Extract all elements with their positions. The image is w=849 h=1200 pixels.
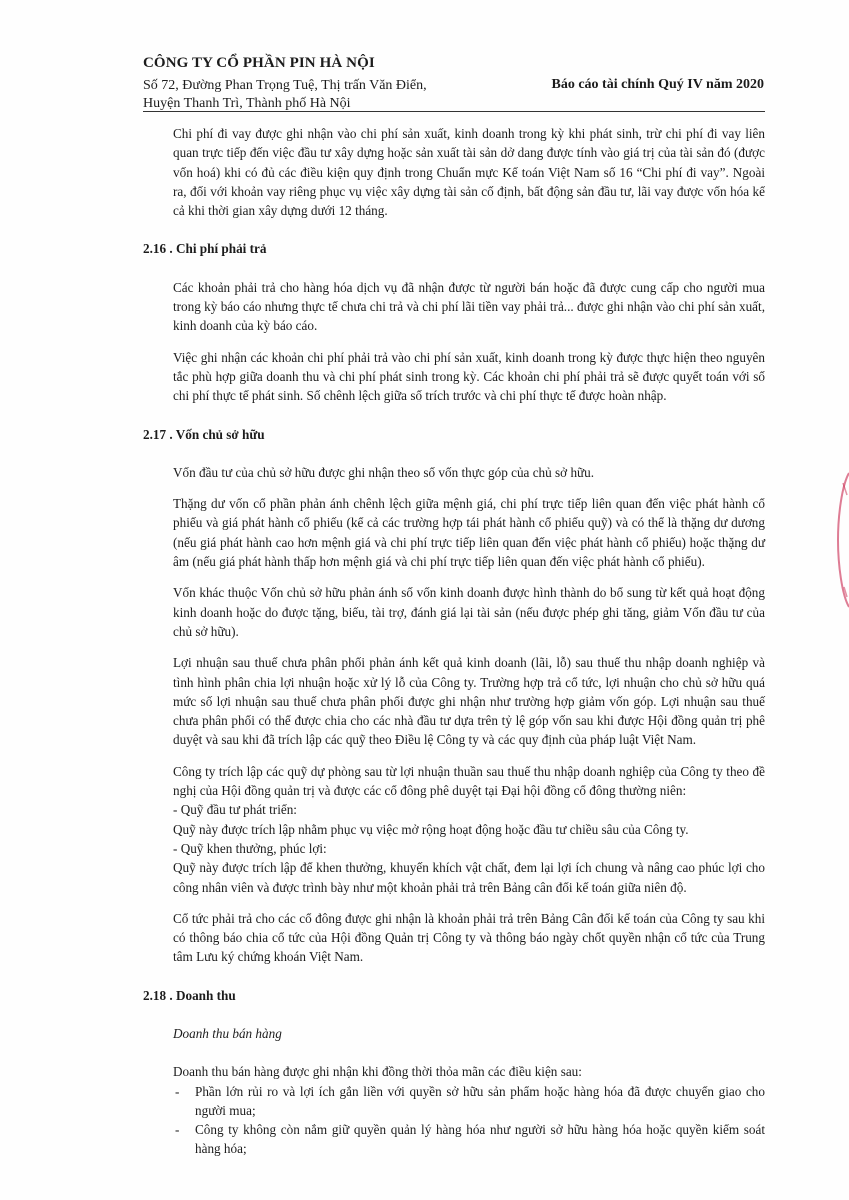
section-heading-2-18: 2.18 . Doanh thu [143,987,236,1003]
fund-name: - Quỹ đầu tư phát triển: [173,802,297,818]
condition-text: Phần lớn rủi ro và lợi ích gắn liền với quyền sở hữu sản phẩm hoặc hàng hóa đã được chuyển giao cho người mua; [195,1083,765,1118]
borrowing-cost-paragraph: Chi phí đi vay được ghi nhận vào chi phí sản xuất, kinh doanh trong kỳ khi phát sinh, trừ chi phí đi vay liên quan trực tiếp đến việc đầu tư xây dựng hoặc sản xuất tài sản dở dang được tính vào giá trị của tài sản đó (được vốn hoá) khi có đủ các điều kiện quy định trong Chuẩn mực Kế toán Việt Nam số 16 “Chi phí đi vay”. Ngoài ra, đối với khoản vay riêng phục vụ việc xây dựng tài sản cố định, bất động sản đầu tư, lãi vay được vốn hóa kể cả khi thời gian xây dựng dưới 12 tháng. [173,126,765,219]
fund-name: - Quỹ khen thưởng, phúc lợi: [173,840,327,856]
paragraph: Các khoản phải trả cho hàng hóa dịch vụ đã nhận được từ người bán hoặc đã được cung cấp cho người mua trong kỳ báo cáo nhưng thực tế chưa chi trả và chi phí lãi tiền vay phải trả... được ghi nhận vào chi phí sản xuất, kinh doanh của kỳ báo cáo. [173,279,765,334]
report-title: Báo cáo tài chính Quý IV năm 2020 [551,77,764,92]
fund-description: Quỹ này được trích lập để khen thưởng, khuyến khích vật chất, đem lại lợi ích chung và nâng cao phúc lợi cho công nhân viên và được trình bày như một khoản phải trả trên Bảng cân đối kế toán giữa niên độ. [173,860,765,895]
company-address [143,77,427,113]
bullet-marker: - [175,1122,180,1138]
paragraph: Việc ghi nhận các khoản chi phí phải trả vào chi phí sản xuất, kinh doanh trong kỳ được thực hiện theo nguyên tắc phù hợp giữa doanh thu và chi phí phát sinh trong kỳ. Các khoản chi phí phải trả sẽ được quyết toán với số chi phí thực tế phát sinh. Số chênh lệch giữa số trích trước và chi phí thực tế được hoàn nhập. [173,349,765,404]
paragraph: Vốn khác thuộc Vốn chủ sở hữu phản ánh số vốn kinh doanh được hình thành do bổ sung từ kết quả hoạt động kinh doanh hoặc do được tặng, biếu, tài trợ, đánh giá lại tài sản (nếu được phép ghi tăng, giảm Vốn đầu tư của chủ sở hữu). [173,585,765,639]
company-name: CÔNG TY CỔ PHẦN PIN HÀ NỘI [143,55,375,71]
header-divider [143,111,765,112]
revenue-conditions-intro: Doanh thu bán hàng được ghi nhận khi đồng thời thỏa mãn các điều kiện sau: [173,1064,582,1080]
condition-list-item [173,1082,765,1121]
address-line-1: Số 72, Đường Phan Trọng Tuệ, Thị trấn Văn Điển, [143,78,427,93]
bullet-marker: - [175,1083,180,1099]
document-body [143,124,765,1159]
section-heading-2-17: 2.17 . Vốn chủ sở hữu [143,426,265,442]
paragraph: Thặng dư vốn cổ phần phản ánh chênh lệch giữa mệnh giá, chi phí trực tiếp liên quan đến việc phát hành cổ phiếu và giá phát hành cổ phiếu (kể cả các trường hợp tái phát hành cổ phiếu quỹ) và có thể là thặng dư dương (nếu giá phát hành cao hơn mệnh giá và chi phí trực tiếp liên quan đến việc phát hành cổ phiếu) hoặc thặng dư âm (nếu giá phát hành thấp hơn mệnh giá và chi phí trực tiếp liên quan đến việc phát hành cổ phiếu). [173,496,765,570]
condition-text: Công ty không còn nắm giữ quyền quản lý hàng hóa như người sở hữu hàng hóa hoặc quyền kiểm soát hàng hóa; [195,1122,765,1157]
fund-description: Quỹ này được trích lập nhằm phục vụ việc mở rộng hoạt động hoặc đầu tư chiều sâu của Công ty. [173,821,689,837]
paragraph: Lợi nhuận sau thuế chưa phân phối phản ánh kết quả kinh doanh (lãi, lỗ) sau thuế thu nhập doanh nghiệp và tình hình phân chia lợi nhuận hoặc xử lý lỗ của Công ty. Trường hợp trả cổ tức, lợi nhuận cho chủ sở hữu quá mức số lợi nhuận sau thuế chưa phân phối được ghi nhận như trường hợp giảm vốn góp. Lợi nhuận sau thuế chưa phân phối có thể được chia cho các nhà đầu tư dựa trên tỷ lệ góp vốn sau khi được Hội đồng quản trị phê duyệt và sau khi đã trích lập các quỹ theo Điều lệ Công ty và các quy định của pháp luật Việt Nam. [173,655,765,748]
section-heading-2-16: 2.16 . Chi phí phải trả [143,241,267,257]
seal-arc [838,473,849,607]
condition-list-item [173,1120,765,1159]
red-seal-stamp [834,465,849,615]
dividends-paragraph: Cổ tức phải trả cho các cổ đông được ghi nhận là khoản phải trả trên Bảng Cân đối kế toán của Công ty sau khi có thông báo chia cổ tức của Hội đồng Quản trị Công ty và thông báo ngày chốt quyền nhận cổ tức của Trung tâm Lưu ký chứng khoán Việt Nam. [173,910,765,965]
funds-intro: Công ty trích lập các quỹ dự phòng sau từ lợi nhuận thuần sau thuế thu nhập doanh nghiệp của Công ty theo đề nghị của Hội đồng quản trị và được các cổ đông phê duyệt tại Đại hội đồng cổ đông thường niên: [173,763,765,799]
address-line-2: Huyện Thanh Trì, Thành phố Hà Nội [143,96,351,111]
paragraph: Vốn đầu tư của chủ sở hữu được ghi nhận theo số vốn thực góp của chủ sở hữu. [173,464,595,480]
subheading-sales-revenue: Doanh thu bán hàng [173,1025,282,1041]
